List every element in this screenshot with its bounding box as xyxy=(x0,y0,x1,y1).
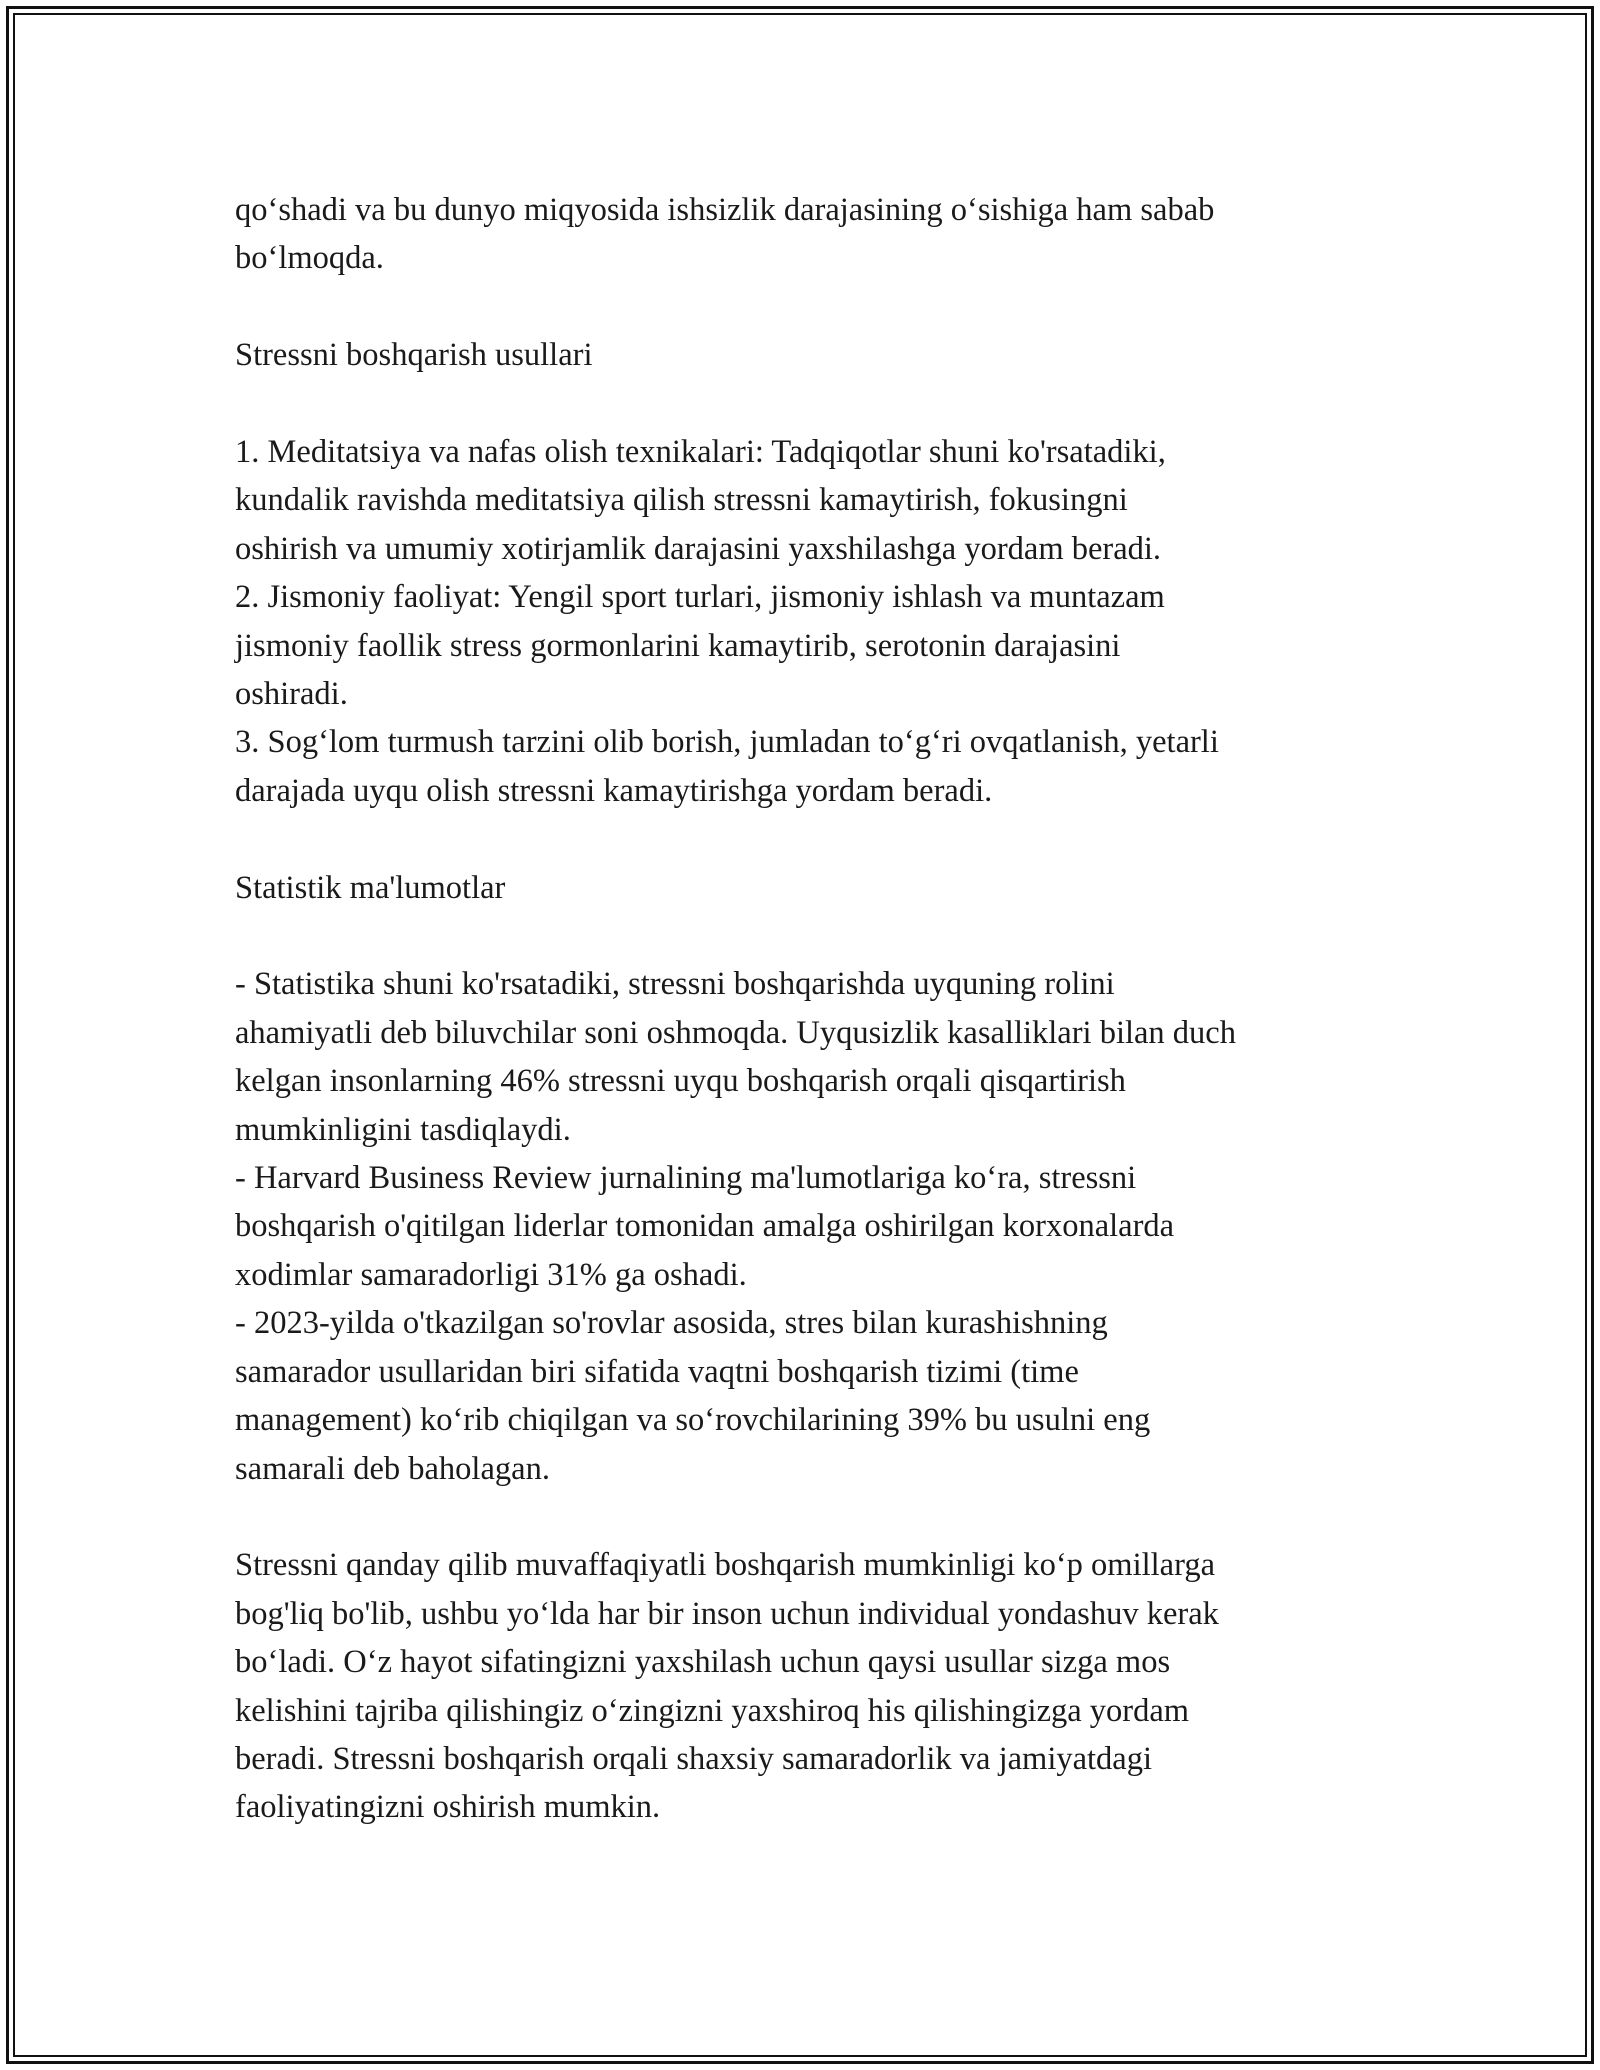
text-line: xodimlar samaradorligi 31% ga oshadi. xyxy=(235,1256,747,1293)
text-line: mumkinligini tasdiqlaydi. xyxy=(235,1111,571,1148)
text-line: beradi. Stressni boshqarish orqali shaxsiy samaradorlik va jamiyatdagi xyxy=(235,1740,1153,1777)
text-line: 2. Jismoniy faoliyat: Yengil sport turlari, jismoniy ishlash va muntazam xyxy=(235,579,1165,616)
text-line: oshiradi. xyxy=(235,676,348,713)
text-line: 1. Meditatsiya va nafas olish texnikalari: Tadqiqotlar shuni ko'rsatadiki, xyxy=(235,434,1166,470)
text-line: faoliyatingizni oshirish mumkin. xyxy=(235,1789,661,1826)
text-line: oshirish va umumiy xotirjamlik darajasini yaxshilashga yordam beradi. xyxy=(235,530,1162,567)
blank-line xyxy=(235,912,1385,960)
section-heading-methods: Stressni boshqarish usullari xyxy=(235,337,593,374)
text-line: kundalik ravishda meditatsiya qilish stressni kamaytirish, fokusingni xyxy=(235,482,1128,519)
text-line: bo‘lmoqda. xyxy=(235,240,384,277)
text-line: bo‘ladi. O‘z hayot sifatingizni yaxshilash uchun qaysi usullar sizga mos xyxy=(235,1644,1171,1681)
text-line: kelishini tajriba qilishingiz o‘zingizni yaxshiroq his qilishingizga yordam xyxy=(235,1692,1190,1729)
conclusion-paragraph xyxy=(235,1541,1385,1831)
blank-line xyxy=(235,380,1385,428)
text-line: jismoniy faollik stress gormonlarini kamaytirib, serotonin darajasini xyxy=(235,627,1121,664)
intro-paragraph xyxy=(235,186,1385,283)
text-line: - Statistika shuni ko'rsatadiki, stressni boshqarishda uyquning rolini xyxy=(235,966,1115,1003)
document-body xyxy=(235,186,1385,1832)
statistics-list xyxy=(235,960,1385,1492)
section-heading-statistics: Statistik ma'lumotlar xyxy=(235,869,506,906)
methods-list xyxy=(235,428,1385,815)
text-line: darajada uyqu olish stressni kamaytirishga yordam beradi. xyxy=(235,772,993,809)
text-line: samarali deb baholagan. xyxy=(235,1450,550,1487)
text-line: 3. Sog‘lom turmush tarzini olib borish, jumladan to‘g‘ri ovqatlanish, yetarli xyxy=(235,724,1219,761)
text-line: qo‘shadi va bu dunyo miqyosida ishsizlik darajasining o‘sishiga ham sabab xyxy=(235,192,1215,228)
blank-line xyxy=(235,1493,1385,1541)
text-line: samarador usullaridan biri sifatida vaqtni boshqarish tizimi (time xyxy=(235,1353,1079,1390)
text-line: Stressni qanday qilib muvaffaqiyatli boshqarish mumkinligi ko‘p omillarga xyxy=(235,1547,1215,1584)
blank-line xyxy=(235,283,1385,331)
text-line: kelgan insonlarning 46% stressni uyqu boshqarish orqali qisqartirish xyxy=(235,1063,1126,1100)
blank-line xyxy=(235,815,1385,863)
text-line: management) ko‘rib chiqilgan va so‘rovchilarining 39% bu usulni eng xyxy=(235,1402,1151,1439)
text-line: - 2023-yilda o'tkazilgan so'rovlar asosida, stres bilan kurashishning xyxy=(235,1305,1108,1342)
text-line: - Harvard Business Review jurnalining ma'lumotlariga ko‘ra, stressni xyxy=(235,1160,1137,1197)
text-line: ahamiyatli deb biluvchilar soni oshmoqda. Uyqusizlik kasalliklari bilan duch xyxy=(235,1014,1236,1051)
text-line: bog'liq bo'lib, ushbu yo‘lda har bir inson uchun individual yondashuv kerak xyxy=(235,1595,1219,1632)
text-line: boshqarish o'qitilgan liderlar tomonidan amalga oshirilgan korxonalarda xyxy=(235,1208,1175,1245)
